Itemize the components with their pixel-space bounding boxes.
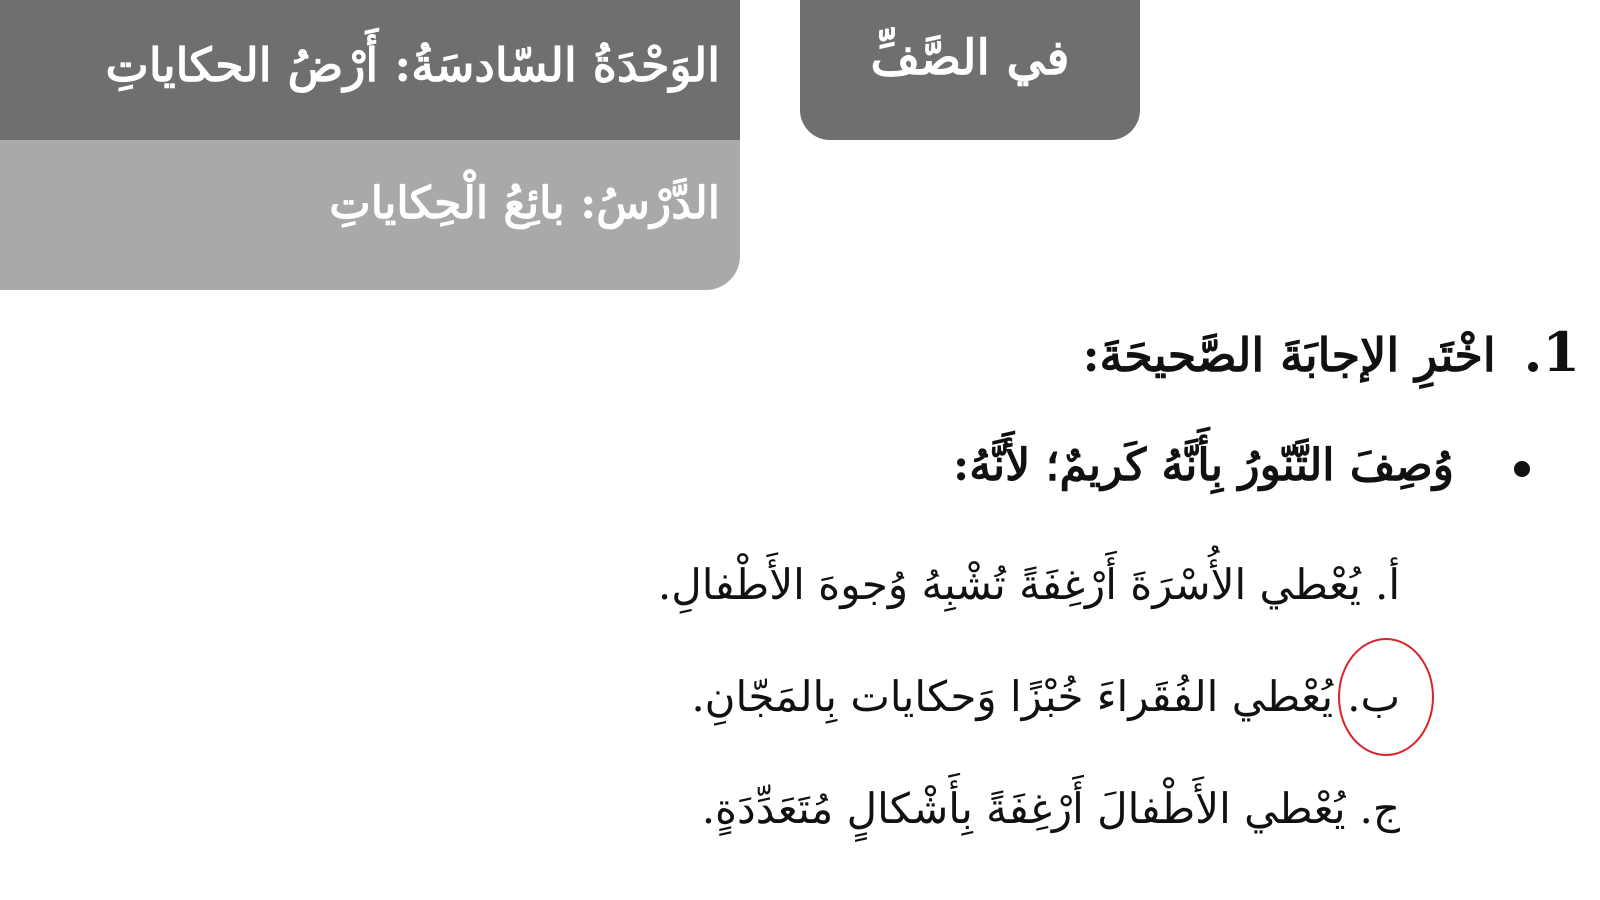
question-instruction: اخْتَرِ الإجابَةَ الصَّحيحَةَ: — [1082, 328, 1496, 382]
lesson-title: الدَّرْسُ: بائِعُ الْحِكاياتِ — [329, 178, 720, 229]
lesson-header — [0, 140, 740, 290]
option-letter: أ. — [1374, 560, 1400, 609]
option-text: يُعْطي الأَطْفالَ أَرْغِفَةً بِأَشْكالٍ مُتَعَدِّدَةٍ. — [701, 784, 1346, 833]
question-statement — [953, 440, 1530, 491]
question-heading — [1083, 320, 1580, 384]
in-class-tab — [800, 0, 1140, 140]
option-c[interactable] — [658, 784, 1400, 896]
option-letter: ب. — [1347, 672, 1400, 721]
unit-title: الوَحْدَةُ السّادسَةُ: أَرْضُ الحكاياتِ — [105, 38, 720, 92]
question-number: 1. — [1523, 320, 1580, 384]
in-class-label: في الصَّفِّ — [870, 30, 1070, 86]
statement-text: وُصِفَ التَّنّورُ بِأَنَّهُ كَريمٌ؛ لأَنَّهُ: — [953, 440, 1454, 491]
option-text: يُعْطي الفُقَراءَ خُبْزًا وَحكايات بِالمَجّانِ. — [691, 672, 1334, 721]
bullet-icon — [1514, 461, 1530, 477]
option-b[interactable] — [658, 672, 1400, 784]
options-list — [658, 560, 1400, 896]
option-a[interactable] — [658, 560, 1400, 672]
answer-circle-mark — [1338, 638, 1434, 756]
unit-header — [0, 0, 740, 140]
option-letter: ج. — [1359, 784, 1400, 833]
option-text: يُعْطي الأُسْرَةَ أَرْغِفَةً تُشْبِهُ وُجوهَ الأَطْفالِ. — [657, 560, 1361, 609]
